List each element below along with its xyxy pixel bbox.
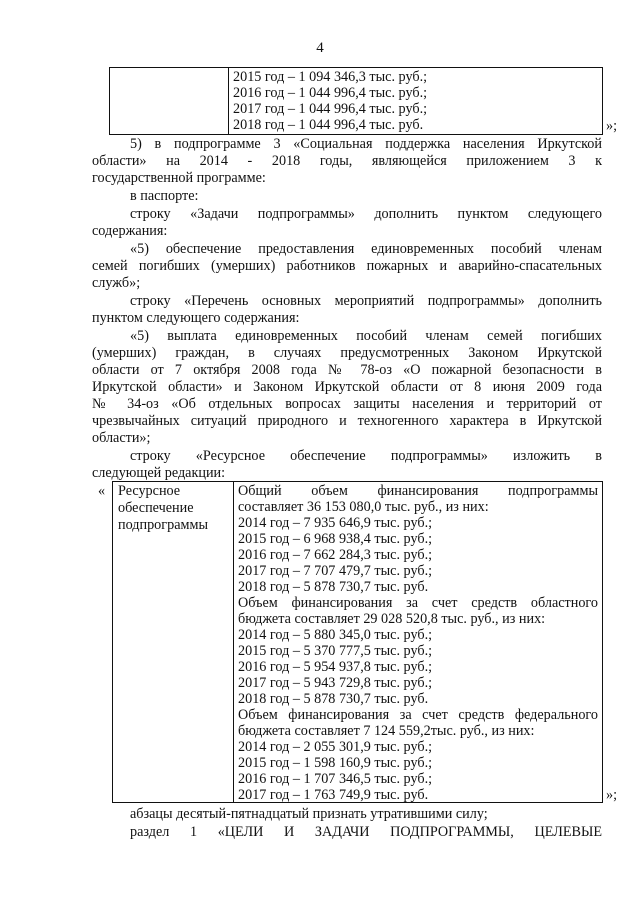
- table-row: 2014 год – 2 055 301,9 тыс. руб.;: [238, 739, 433, 755]
- paragraph-line: области» на 2014 - 2018 годы, являющейся приложением 3 к: [92, 153, 602, 169]
- resource-label-line: обеспечение: [118, 500, 194, 516]
- table-row: 2014 год – 5 880 345,0 тыс. руб.;: [238, 627, 433, 643]
- table-row: 2017 год – 1 044 996,4 тыс. руб.;: [233, 101, 428, 117]
- opening-quote-mark: «: [98, 483, 106, 499]
- table-row: Общий объем финансирования подпрограммы: [238, 483, 598, 499]
- paragraph-line: строку «Ресурсное обеспечение подпрограммы» изложить в: [130, 448, 602, 464]
- paragraph-line: содержания:: [92, 223, 168, 239]
- table-row: 2016 год – 7 662 284,3 тыс. руб.;: [238, 547, 433, 563]
- paragraph-line: строку «Задачи подпрограммы» дополнить пунктом следующего: [130, 206, 602, 222]
- table-row: 2017 год – 5 943 729,8 тыс. руб.;: [238, 675, 433, 691]
- paragraph-line: следующей редакции:: [92, 465, 226, 481]
- table-row: 2016 год – 5 954 937,8 тыс. руб.;: [238, 659, 433, 675]
- paragraph-line: абзацы десятый-пятнадцатый признать утратившими силу;: [130, 806, 488, 822]
- table-row: 2017 год – 7 707 479,7 тыс. руб.;: [238, 563, 433, 579]
- page-number: 4: [316, 40, 324, 56]
- paragraph-line: области»;: [92, 430, 151, 446]
- table-row: 2016 год – 1 707 346,5 тыс. руб.;: [238, 771, 433, 787]
- paragraph-line: пунктом следующего содержания:: [92, 310, 300, 326]
- table-row: 2014 год – 7 935 646,9 тыс. руб.;: [238, 515, 433, 531]
- paragraph-line: строку «Перечень основных мероприятий подпрограммы» дополнить: [130, 293, 602, 309]
- table-row: 2018 год – 1 044 996,4 тыс. руб.: [233, 117, 424, 133]
- table-row: составляет 36 153 080,0 тыс. руб., из них:: [238, 499, 489, 515]
- table-row: Объем финансирования за счет средств федерального: [238, 707, 598, 723]
- resource-label-line: Ресурсное: [118, 483, 181, 499]
- paragraph-line: в паспорте:: [130, 188, 199, 204]
- closing-quote-mark: »;: [606, 118, 618, 134]
- paragraph-line: (умерших) граждан, в случаях предусмотренных Законом Иркутской: [92, 345, 602, 361]
- paragraph-line: государственной программе:: [92, 170, 266, 186]
- closing-quote-mark: »;: [606, 787, 618, 803]
- table-row: 2017 год – 1 763 749,9 тыс. руб.: [238, 787, 429, 803]
- paragraph-line: «5) выплата единовременных пособий членам семей погибших: [130, 328, 602, 344]
- table-row: 2015 год – 1 598 160,9 тыс. руб.;: [238, 755, 433, 771]
- table-row: 2018 год – 5 878 730,7 тыс. руб.: [238, 691, 429, 707]
- table-row: Объем финансирования за счет средств областного: [238, 595, 598, 611]
- paragraph-line: «5) обеспечение предоставления единовременных пособий членам: [130, 241, 602, 257]
- resource-label-line: подпрограммы: [118, 517, 208, 533]
- table-row: 2018 год – 5 878 730,7 тыс. руб.: [238, 579, 429, 595]
- table-row: 2015 год – 1 094 346,3 тыс. руб.;: [233, 69, 428, 85]
- paragraph-line: области от 7 октября 2008 года № 78-оз «О пожарной безопасности в: [92, 362, 602, 378]
- table-row: 2015 год – 6 968 938,4 тыс. руб.;: [238, 531, 433, 547]
- table-row: 2015 год – 5 370 777,5 тыс. руб.;: [238, 643, 433, 659]
- paragraph-line: № 34-оз «Об отдельных вопросах защиты населения и территорий от: [92, 396, 602, 412]
- table-divider: [228, 67, 229, 135]
- table-row: бюджета составляет 29 028 520,8 тыс. руб., из них:: [238, 611, 546, 627]
- table-row: 2016 год – 1 044 996,4 тыс. руб.;: [233, 85, 428, 101]
- table-divider: [233, 481, 234, 803]
- table-row: бюджета составляет 7 124 559,2тыс. руб., из них:: [238, 723, 535, 739]
- paragraph-line: чрезвычайных ситуаций природного и техногенного характера в Иркутской: [92, 413, 602, 429]
- paragraph-line: семей погибших (умерших) работников пожарных и аварийно-спасательных: [92, 258, 602, 274]
- paragraph-line: 5) в подпрограмме 3 «Социальная поддержка населения Иркутской: [130, 136, 602, 152]
- paragraph-line: Иркутской области» и Законом Иркутской области от 8 июня 2009 года: [92, 379, 602, 395]
- paragraph-line: служб»;: [92, 275, 141, 291]
- paragraph-line: раздел 1 «ЦЕЛИ И ЗАДАЧИ ПОДПРОГРАММЫ, ЦЕЛЕВЫЕ: [130, 824, 602, 840]
